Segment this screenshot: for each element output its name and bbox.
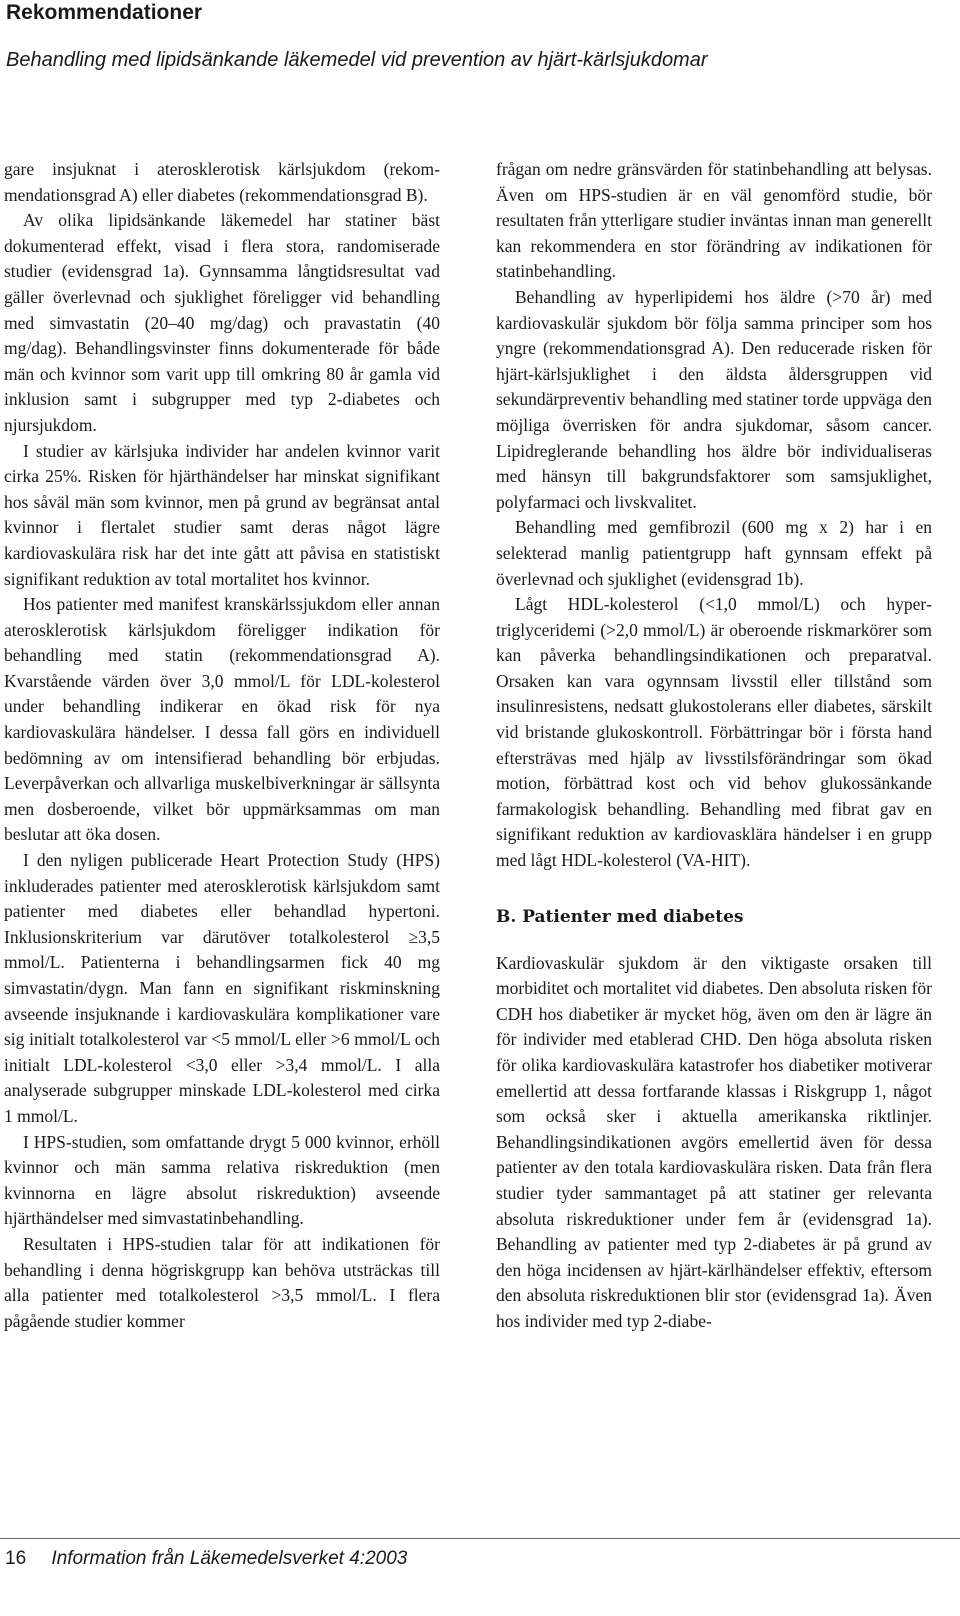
body-paragraph: Behandling med gemfibrozil (600 mg x 2) har i en selekterad manlig patientgrupp haft gynnsam effekt på överlevnad och sjuklighet (evidensgrad 1b). [496, 517, 932, 589]
body-paragraph: Av olika lipidsänkande läkemedel har statiner bäst dokumenterad effekt, visad i flera stora, randomiserade studier (evidensgrad 1a). Gynnsamma långtidsresultat vad gäller överlevnad och sjuklighet föreligger vid behandling med simvastatin (20–40 mg/dag) och pravastatin (40 mg/dag). Behandlingsvinster finns dokumenterade för både män och kvinnor som varit upp till omkring 80 år gamla vid inklusion samt i subgrupper med typ 2-diabetes och njursjukdom. [4, 210, 440, 435]
page-footer [5, 1547, 407, 1571]
footer-divider [0, 1538, 960, 1539]
section-header-title: Rekommendationer [6, 1, 203, 24]
publication-name: Information från Läkemedelsverket 4:2003 [51, 1548, 408, 1569]
body-paragraph: I studier av kärlsjuka individer har andelen kvinnor varit cirka 25%. Risken för hjärthändelser har minskat signifikant hos såväl män som kvinnor, men på grund av begränsat antal kvinnor i flertalet studier samt deras något lägre kardiovaskulära risk har det inte gått att påvisa en statistiskt signifikant reduktion av total mortalitet hos kvinnor. [4, 440, 440, 589]
body-paragraph: Lågt HDL-kolesterol (<1,0 mmol/L) och hypertriglyceridemi (>2,0 mmol/L) är oberoende riskmarkörer som kan påverka behandlingsindikationen och preparatval. Orsaken kan vara ogynnsam livsstil eller tillstånd som insulinresistens, nedsatt glukostolerans eller diabetes, särskilt vid bristande glukoskontroll. Förbättringar bör i första hand eftersträvas med hjälp av livsstilsförändringar som ökad motion, förbättrad kost och vid behov glukossänkande farmakologisk behandling. Behandling med fibrat gav en signifikant reduktion av kardiovasklära händelser i en grupp med lågt HDL-kolesterol (VA-HIT). [496, 594, 932, 871]
body-paragraph: gare insjuknat i aterosklerotisk kärlsjukdom (rekommendationsgrad A) eller diabetes (rekommendationsgrad B). [4, 159, 440, 205]
body-paragraph: frågan om nedre gränsvärden för statinbehandling att belysas. Även om HPS-studien är en väl genomförd studie, bör resultaten från ytterligare studier inväntas innan man generellt kan rekommendera en stor förändring av indikationen för statinbehandling. [496, 159, 932, 282]
right-text-column [496, 157, 932, 1335]
body-paragraph: Hos patienter med manifest kranskärlssjukdom eller annan aterosklerotisk kärlsjukdom föreligger indikation för behandling med statin (rekommendationsgrad A). Kvarstående värden över 3,0 mmol/L för LDL-kolesterol under behandling indikerar en ökad risk för nya kardiovaskulära händelser. I dessa fall görs en individuell bedömning av om intensifierad behandling bör erbjudas. Leverpåverkan och allvarliga muskelbiverkningar är sällsynta men dosberoende, vilket bör uppmärksammas om man beslutar att öka dosen. [4, 594, 440, 845]
body-paragraph: Kardiovaskulär sjukdom är den viktigaste orsaken till morbiditet och mortalitet vid diabetes. Den absoluta risken för CDH hos diabetiker är mycket hög, även om den är lägre än för individer med etablerad CHD. Den höga absoluta risken för olika kardiovaskulära katastrofer hos diabetiker motiverar emellertid att dessa fortfarande klassas i Riskgrupp 1, något som också sker i aktuella amerikanska riktlinjer. Behandlingsindikationen avgörs emellertid även för dessa patienter av den totala kardiovaskulära risken. Data från flera studier tyder sammantaget på att statiner ger relevanta absoluta riskreduktioner under fem år (evidensgrad 1a). Behandling av patienter med typ 2-diabetes är på grund av den höga incidensen av hjärt-kärlhändelser effektiv, eftersom den absoluta riskreduktionen blir stor (evidensgrad 1a). Även hos individer med typ 2-diabe- [496, 952, 932, 1331]
body-paragraph: I den nyligen publicerade Heart Protection Study (HPS) inkluderades patienter med aterosklerotisk kärlsjukdom samt patienter med diabetes eller behandlad hypertoni. Inklusionskriterium var därutöver totalkolesterol ≥3,5 mmol/L. Patienterna i behandlingsarmen fick 40 mg simvastatin/dygn. Man fann en signifikant riskminskning avseende insjuknande i kardiovaskulära komplikationer vare sig initialt totalkolesterol var <5 mmol/L eller >6 mmol/L och initialt LDL-kolesterol <3,0 eller >3,4 mmol/L. I alla analyserade subgrupper minskade LDL-kolesterol med cirka 1 mmol/L. [4, 850, 440, 1126]
body-paragraph: Behandling av hyperlipidemi hos äldre (>70 år) med kardiovaskulär sjukdom bör följa samma principer som hos yngre (rekommendationsgrad A). Den reducerade risken för hjärt-kärlsjuklighet i den äldsta åldersgruppen vid sekundärpreventiv behandling med statiner torde uppväga den möjliga överrisken för andra sjukdomar, såsom cancer. Lipidreglerande behandling hos äldre bör individualiseras med hänsyn till bakgrundsfaktorer som samsjuklighet, polyfarmaci och livskvalitet. [496, 286, 932, 512]
body-paragraph: I HPS-studien, som omfattande drygt 5 000 kvinnor, erhöll kvinnor och män samma relativa riskreduktion (men kvinnorna en lägre absolut riskreduktion) avseende hjärthändelser med simvastatinbehandling. [4, 1131, 440, 1229]
section-heading: B. Patienter med diabetes [496, 906, 744, 927]
document-subtitle: Behandling med lipidsänkande läkemedel vid prevention av hjärt-kärlsjukdomar [6, 49, 708, 71]
body-paragraph: Resultaten i HPS-studien talar för att indikationen för behandling i denna högriskgrupp kan behöva utsträckas till alla patienter med totalkolesterol >3,5 mmol/L. I flera pågående studier kommer [4, 1233, 440, 1331]
page-number: 16 [5, 1548, 27, 1569]
left-text-column [4, 157, 440, 1334]
